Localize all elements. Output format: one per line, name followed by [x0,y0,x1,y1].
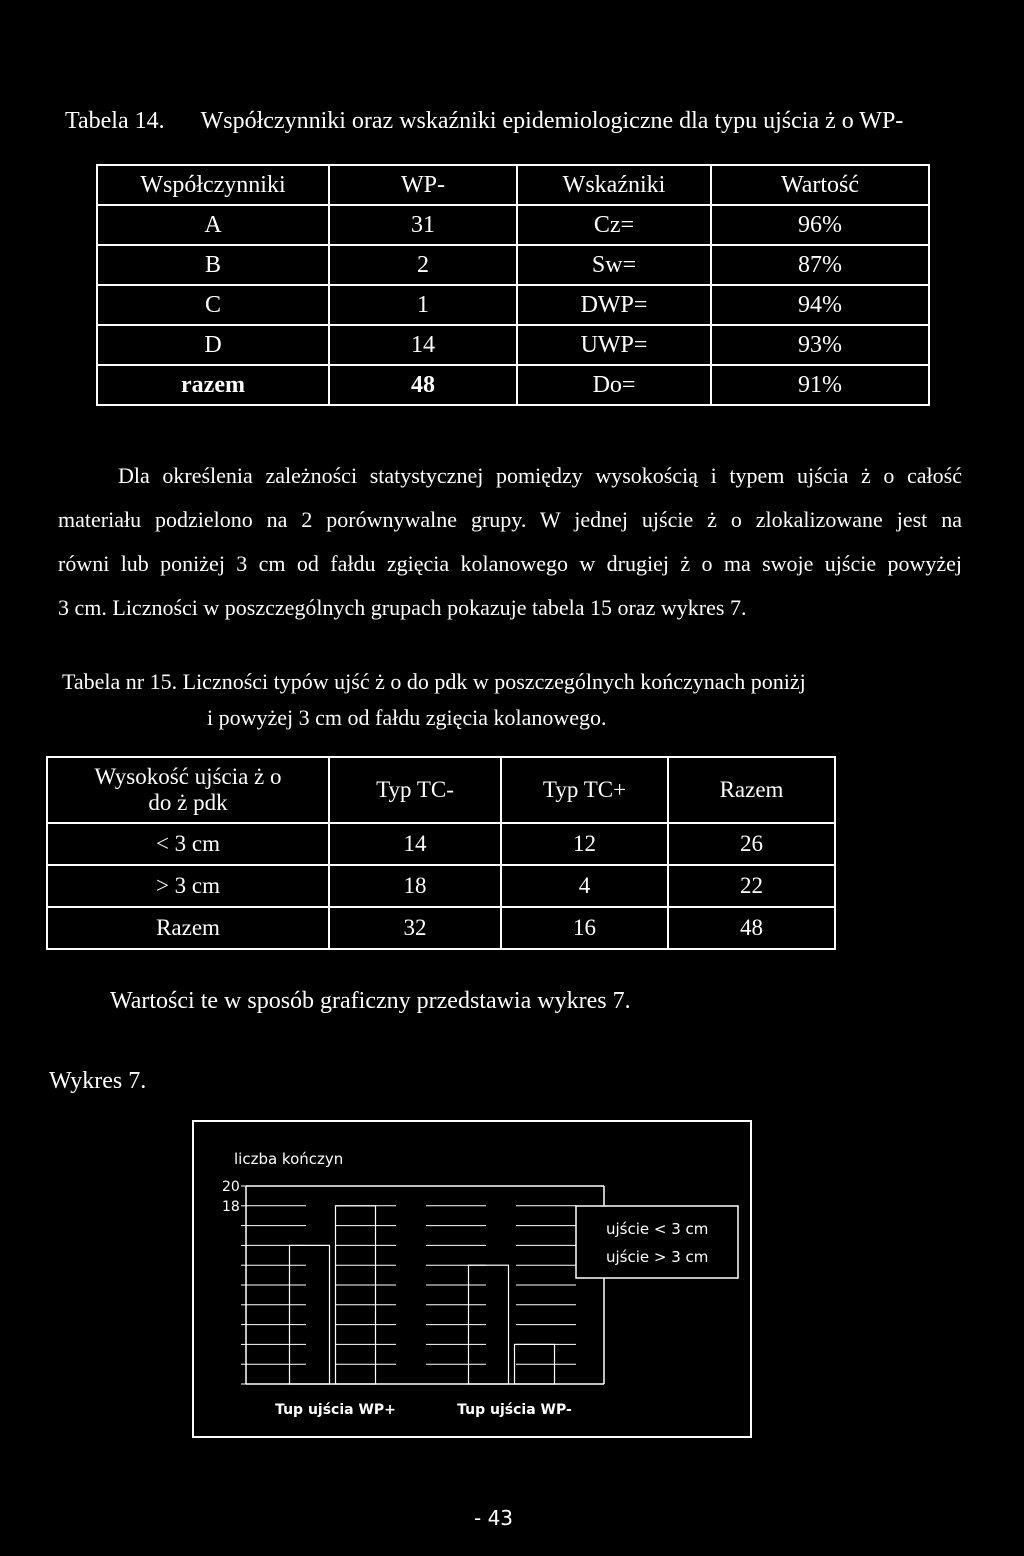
table15-header-cell: Typ TC+ [501,757,668,823]
table-cell: 48 [329,365,517,405]
table-cell: 18 [329,865,501,907]
table14-caption-label: Tabela 14. [65,108,165,134]
paragraph-line: 3 cm. Liczności w poszczególnych grupach pokazuje tabela 15 oraz wykres 7. [58,595,747,620]
table15-header-cell: Typ TC- [329,757,501,823]
table-cell: 93% [711,325,929,365]
table15-header-line: do ż pdk [148,790,228,815]
table15-caption-line: i powyżej 3 cm od fałdu zgięcia kolanowego. [207,705,607,730]
x-category-label: Tup ujścia WP- [457,1402,572,1418]
table15-header-row [47,757,835,823]
y-tick-label: 20 [222,1179,240,1195]
table-cell: B [97,245,329,285]
table15-caption [62,664,806,736]
table-row [47,907,835,949]
table-cell: A [97,205,329,245]
body-paragraph [58,454,962,630]
table14 [96,164,930,406]
table15-caption-line: Tabela nr 15. Liczności typów ujść ż o do pdk w poszczególnych kończynach poniżj [62,669,806,694]
bar [290,1245,330,1384]
table-cell: 26 [668,823,835,865]
table-cell: Sw= [517,245,711,285]
table-cell: 22 [668,865,835,907]
legend-box [576,1206,738,1278]
chart-label: Wykres 7. [49,1068,147,1094]
table-cell: 12 [501,823,668,865]
paragraph-line: Dla określenia zależności statystycznej pomiędzy wysokością i typem ujścia ż o całość [118,463,962,488]
table-cell: < 3 cm [47,823,329,865]
table-cell: razem [97,365,329,405]
table15-header-cell: Razem [668,757,835,823]
table-row [97,285,929,325]
table14-header-cell: Wskaźniki [517,165,711,205]
table-cell: 87% [711,245,929,285]
page-number: - 43 [474,1506,514,1530]
table-cell: 32 [329,907,501,949]
table14-header-cell: WP- [329,165,517,205]
bar-chart [194,1122,750,1436]
table-cell: Do= [517,365,711,405]
table-cell: 91% [711,365,929,405]
table-cell: 2 [329,245,517,285]
table14-header-cell: Współczynniki [97,165,329,205]
table-cell: Razem [47,907,329,949]
paragraph-line: równi lub poniżej 3 cm od fałdu zgięcia kolanowego w drugiej ż o ma swoje ujście powyżej [58,551,962,576]
bar [336,1206,376,1384]
x-category-label: Tup ujścia WP+ [275,1402,396,1418]
table-cell: Cz= [517,205,711,245]
table-row [47,823,835,865]
chart-reference-note: Wartości te w sposób graficzny przedstawia wykres 7. [110,988,631,1014]
table15 [46,756,836,950]
y-tick-label: 18 [222,1198,240,1215]
table-cell: UWP= [517,325,711,365]
table-cell: 14 [329,823,501,865]
y-axis-label: liczba kończyn [234,1150,344,1168]
legend-entry: ujście < 3 cm [606,1220,709,1238]
table14-header-row [97,165,929,205]
table-cell: 48 [668,907,835,949]
table-row [97,325,929,365]
table-row [47,865,835,907]
table-row [97,205,929,245]
table-row [97,245,929,285]
table-cell: 4 [501,865,668,907]
table-cell: 16 [501,907,668,949]
table15-header-line: Wysokość ujścia ż o [94,764,282,789]
table-total-row [97,365,929,405]
table15-header-cell [47,757,329,823]
legend-entry: ujście > 3 cm [606,1248,709,1266]
table-cell: > 3 cm [47,865,329,907]
paragraph-line: materiału podzielono na 2 porównywalne grupy. W jednej ujście ż o zlokalizowane jest na [58,507,962,532]
chart-frame [192,1120,752,1438]
table14-header-cell: Wartość [711,165,929,205]
table-cell: C [97,285,329,325]
table-cell: 94% [711,285,929,325]
table-cell: D [97,325,329,365]
table14-caption [65,108,903,135]
table-cell: 31 [329,205,517,245]
table14-caption-text: Współczynniki oraz wskaźniki epidemiologiczne dla typu ujścia ż o WP- [200,108,904,134]
table-cell: 96% [711,205,929,245]
table-cell: DWP= [517,285,711,325]
table-cell: 1 [329,285,517,325]
table-cell: 14 [329,325,517,365]
